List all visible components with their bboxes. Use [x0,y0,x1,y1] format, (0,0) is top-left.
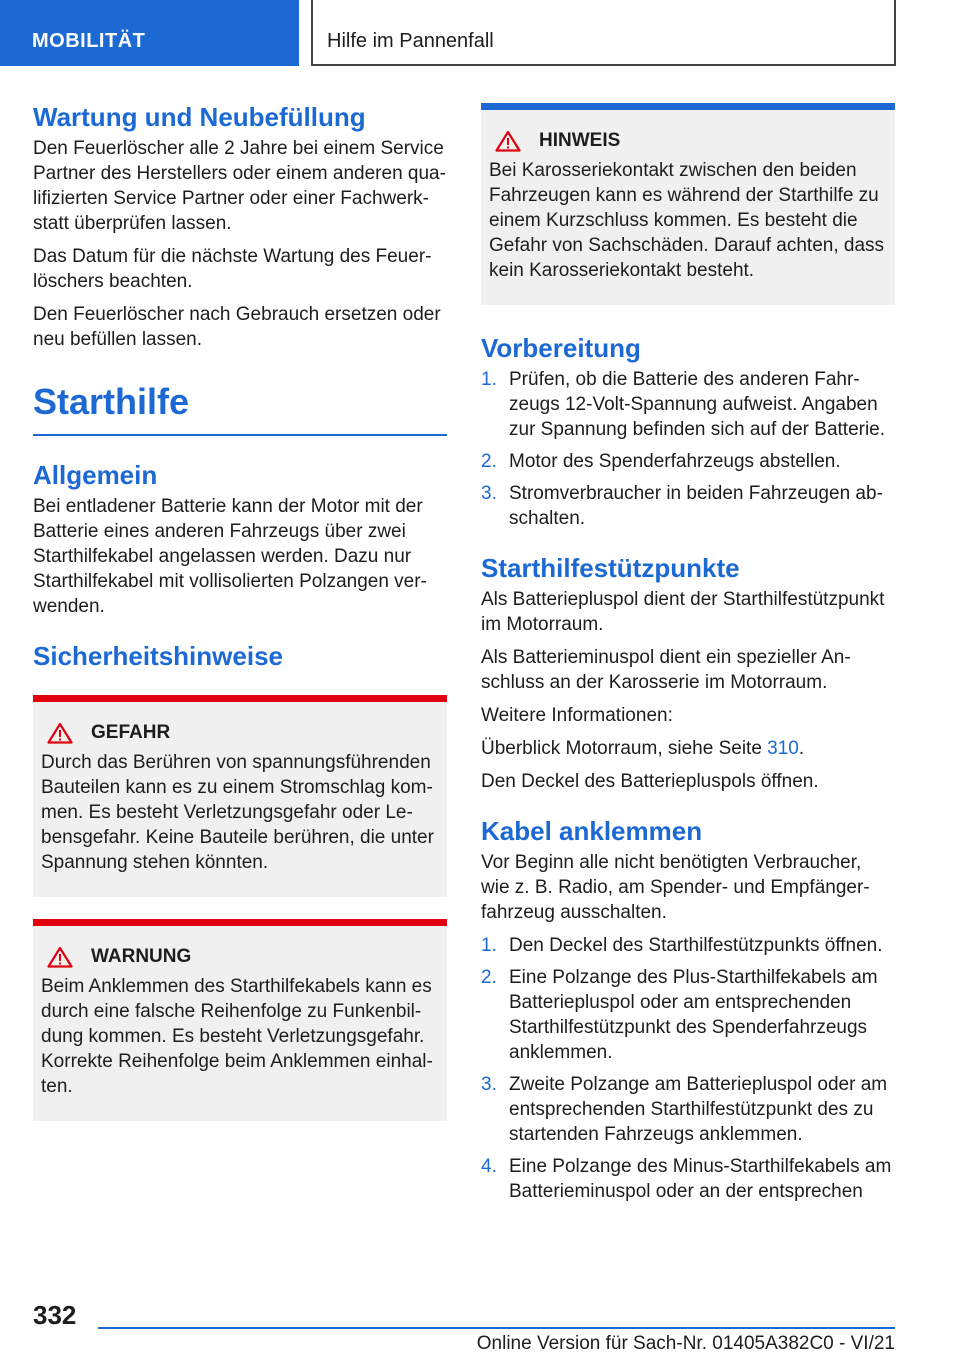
hint-notice [481,103,895,305]
notice-bar [481,103,895,110]
paragraph: Den Feuerlöscher nach Gebrauch ersetzen oder neu befüllen lassen. [33,304,441,350]
heading-allgemein: Allgemein [33,460,158,490]
page-header [0,0,960,66]
paragraph: Als Batterieminuspol dient ein spezieller Anschluss an der Karosserie im Motorraum. [481,647,851,693]
page-link[interactable]: 310 [767,738,799,759]
footer-text: Online Version für Sach-Nr. 01405A382C0 - VI/21 [476,1333,895,1354]
notice-title: HINWEIS [539,130,621,151]
paragraph: Den Deckel des Batteriepluspols öffnen. [481,771,819,792]
paragraph: Überblick Motorraum, siehe Seite 310. [481,738,805,759]
steps-list-kabel [481,933,895,1204]
warning-triangle-icon [495,130,521,152]
paragraph: Bei entladener Batterie kann der Motor mit der Batterie eines anderen Fahrzeugs über zwei Starthilfekabel angelassen werden. Dazu nur Starthilfekabel mit vollisolierten Polzangen verwenden. [33,496,427,617]
list-item: 4. Eine Polzange des Minus-Starthilfekabels am Batterieminuspol oder an der entsprechen [481,1156,892,1202]
section-title: MOBILITÄT [0,0,299,66]
paragraph: Vor Beginn alle nicht benötigten Verbraucher, wie z. B. Radio, am Spender- und Empfängerfahrzeug ausschalten. [481,852,870,923]
heading-wartung: Wartung und Neubefüllung [33,102,366,132]
steps-list-vorbereitung [481,367,895,531]
page-number: 332 [33,1300,77,1330]
notice-text: Beim Anklemmen des Starthilfekabels kann es durch eine falsche Reihenfolge zu Funkenbildung kommen. Es besteht Verletzungsgefahr. Korrekte Reihenfolge beim Anklemmen einhalten. [41,976,433,1097]
notice-title: GEFAHR [91,722,171,743]
list-item: 3. Stromverbraucher in beiden Fahrzeugen abschalten. [481,483,883,529]
notice-bar [33,919,447,926]
notice-text: Bei Karosseriekontakt zwischen den beiden Fahrzeugen kann es während der Starthilfe zu einem Kurzschluss kommen. Es besteht die Gefahr von Sachschäden. Darauf achten, dass kein Karosseriekontakt besteht. [489,160,885,281]
heading-sicherheitshinweise: Sicherheitshinweise [33,641,283,671]
notice-text: Durch das Berühren von spannungsführenden Bauteilen kann es zu einem Stromschlag kommen. Es besteht Verletzungsgefahr oder Lebensgefahr. Keine Bauteile berühren, die unter Spannung stehen könnten. [41,752,434,873]
heading-starthilfestuetzpunkte: Starthilfestützpunkte [481,553,740,583]
list-item: 2. Eine Polzange des Plus-Starthilfekabels am Batteriepluspol oder am entsprechenden Starthilfestützpunkt des Spenderfahrzeugs anklemmen. [481,967,878,1063]
topic-title: Hilfe im Pannenfall [311,0,896,66]
left-column [33,100,447,1121]
notice-title: WARNUNG [91,946,192,967]
list-item: 1. Prüfen, ob die Batterie des anderen Fahrzeugs 12-Volt-Spannung aufweist. Angaben zur Spannung befinden sich auf der Batterie. [481,369,886,440]
warning-triangle-icon [47,946,73,968]
list-item: 2. Motor des Spenderfahrzeugs abstellen. [481,451,841,472]
footer-divider [98,1327,895,1329]
warning-triangle-icon [47,722,73,744]
paragraph: Weitere Informationen: [481,705,673,726]
heading-vorbereitung: Vorbereitung [481,333,641,363]
list-item: 1. Den Deckel des Starthilfestützpunkts öffnen. [481,935,883,956]
heading-kabel-anklemmen: Kabel anklemmen [481,816,703,846]
right-column [481,100,895,1211]
paragraph: Als Batteriepluspol dient der Starthilfestützpunkt im Motorraum. [481,589,885,635]
warning-notice [33,919,447,1121]
notice-bar [33,695,447,702]
danger-notice [33,695,447,897]
paragraph: Den Feuerlöscher alle 2 Jahre bei einem Service Partner des Herstellers oder einem anderen qualifizierten Service Partner oder einer Fachwerkstatt überprüfen lassen. [33,138,446,234]
heading-starthilfe: Starthilfe [33,380,447,436]
list-item: 3. Zweite Polzange am Batteriepluspol oder am entsprechenden Starthilfestützpunkt des zu startenden Fahrzeugs anklemmen. [481,1074,888,1145]
paragraph: Das Datum für die nächste Wartung des Feuerlöschers beachten. [33,246,432,292]
